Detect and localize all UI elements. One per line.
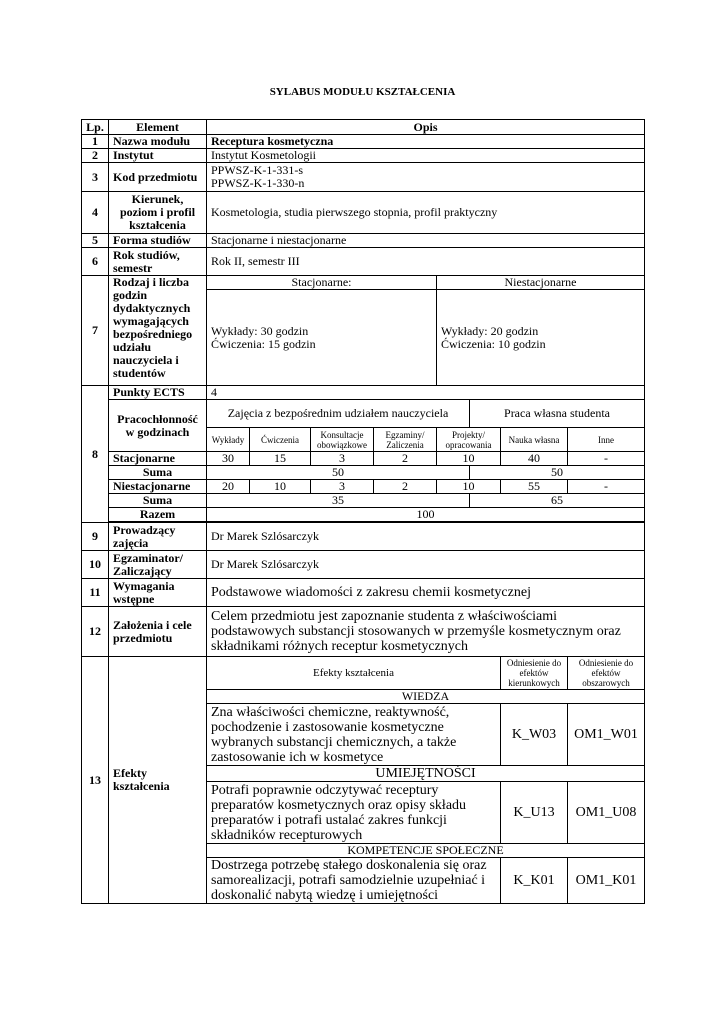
row-lp: 8	[82, 386, 109, 523]
effect-text: Dostrzega potrzebę stałego doskonalenia się oraz samorealizacji, potrafi samodzielnie uzupełniać i doskonalić nabytą wiedzę i umiejętności	[207, 858, 501, 904]
stac-suma2: 50	[470, 466, 645, 480]
ects-label: Punkty ECTS	[109, 386, 207, 400]
niestac-val: 3	[311, 480, 374, 494]
niestac-hours: Wykłady: 20 godzin Ćwiczenia: 10 godzin	[437, 290, 645, 386]
row-value: Instytut Kosmetologii	[207, 149, 645, 163]
row-lp: 1	[82, 135, 109, 149]
stac-suma1: 50	[207, 466, 470, 480]
document-title: SYLABUS MODUŁU KSZTAŁCENIA	[269, 86, 456, 98]
syllabus-table	[81, 119, 645, 904]
row-value: Celem przedmiotu jest zapoznanie studenta z właściwościami podstawowych substancji stosowanych w przemyśle kosmetycznym oraz składnikami różnych receptur kosmetycznych	[207, 607, 645, 657]
stac-hours: Wykłady: 30 godzin Ćwiczenia: 15 godzin	[207, 290, 437, 386]
niestac-suma1: 35	[207, 494, 470, 508]
stac-val: 2	[374, 452, 437, 466]
stac-val: 10	[437, 452, 501, 466]
niestac-suma2: 65	[470, 494, 645, 508]
effect-kierunkowy: K_W03	[501, 704, 568, 766]
effect-text: Zna właściwości chemiczne, reaktywność, pochodzenie i zastosowanie kosmetyczne wybranych substancji chemicznych, a także zastosowanie ich w kosmetyce	[207, 704, 501, 766]
suma-label: Suma	[109, 466, 207, 480]
stac-head: Stacjonarne:	[207, 276, 437, 290]
row-label: Prowadzący zajęcia	[109, 523, 207, 551]
razem-label: Razem	[109, 508, 207, 522]
row-value: Kosmetologia, studia pierwszego stopnia, profil praktyczny	[207, 192, 645, 234]
col-head: Nauka własna	[501, 428, 568, 452]
row-value: PPWSZ-K-1-331-s PPWSZ-K-1-330-n	[207, 163, 645, 192]
row-lp: 5	[82, 234, 109, 248]
niestac-head: Niestacjonarne	[437, 276, 645, 290]
row-value: Rok II, semestr III	[207, 248, 645, 276]
praca-head: Praca własna studenta	[470, 400, 645, 428]
row-label: Instytut	[109, 149, 207, 163]
col-head: Wykłady	[207, 428, 250, 452]
row-value: Stacjonarne i niestacjonarne	[207, 234, 645, 248]
row-label: Kod przedmiotu	[109, 163, 207, 192]
section-wiedza: WIEDZA	[207, 690, 645, 704]
odniesienie-kierunkowe-head: Odniesienie do efektów kierunkowych	[501, 657, 568, 690]
row-label: Egzaminator/ Zaliczający	[109, 551, 207, 579]
header-opis: Opis	[207, 120, 645, 135]
header-element: Element	[109, 120, 207, 135]
row-lp: 12	[82, 607, 109, 657]
col-head: Ćwiczenia	[250, 428, 311, 452]
stac-val: 3	[311, 452, 374, 466]
row-label: Nazwa modułu	[109, 135, 207, 149]
row-lp: 9	[82, 523, 109, 551]
niestac-val: 20	[207, 480, 250, 494]
stac-label: Stacjonarne	[109, 452, 207, 466]
effect-obszarowy: OM1_U08	[568, 782, 645, 844]
row-label: Kierunek, poziom i profil kształcenia	[109, 192, 207, 234]
row-label: Efekty kształcenia	[109, 657, 207, 904]
row-label: Założenia i cele przedmiotu	[109, 607, 207, 657]
row-label: Rok studiów, semestr	[109, 248, 207, 276]
effect-obszarowy: OM1_K01	[568, 858, 645, 904]
section-kompetencje: KOMPETENCJE SPOŁECZNE	[207, 844, 645, 858]
section-umiejetnosci: UMIEJĘTNOŚCI	[207, 766, 645, 782]
col-head: Projekty/ opracowania	[437, 428, 501, 452]
row-label: Wymagania wstępne	[109, 579, 207, 607]
niestac-val: 2	[374, 480, 437, 494]
row-lp: 7	[82, 276, 109, 386]
niestac-label: Niestacjonarne	[109, 480, 207, 494]
effect-kierunkowy: K_U13	[501, 782, 568, 844]
row-lp: 6	[82, 248, 109, 276]
suma-label: Suma	[109, 494, 207, 508]
effect-obszarowy: OM1_W01	[568, 704, 645, 766]
effect-kierunkowy: K_K01	[501, 858, 568, 904]
efekty-head: Efekty kształcenia	[207, 657, 501, 690]
niestac-val: 10	[250, 480, 311, 494]
niestac-val: -	[568, 480, 645, 494]
row-lp: 2	[82, 149, 109, 163]
effect-text: Potrafi poprawnie odczytywać receptury preparatów kosmetycznych oraz opisy składu preparatów i potrafi ustalać zakres funkcji składników recepturowych	[207, 782, 501, 844]
niestac-val: 10	[437, 480, 501, 494]
pracochlonnosc-label: Pracochłonność w godzinach	[109, 400, 207, 452]
col-head: Konsultacje obowiązkowe	[311, 428, 374, 452]
zajecia-head: Zajęcia z bezpośrednim udziałem nauczyciela	[207, 400, 470, 428]
stac-val: 40	[501, 452, 568, 466]
row-lp: 3	[82, 163, 109, 192]
stac-val: -	[568, 452, 645, 466]
stac-val: 30	[207, 452, 250, 466]
row-value: Podstawowe wiadomości z zakresu chemii kosmetycznej	[207, 579, 645, 607]
row-lp: 11	[82, 579, 109, 607]
niestac-val: 55	[501, 480, 568, 494]
row-lp: 13	[82, 657, 109, 904]
col-head: Egzaminy/ Zaliczenia	[374, 428, 437, 452]
row-value: Receptura kosmetyczna	[207, 135, 645, 149]
ects-value: 4	[207, 386, 645, 400]
header-lp: Lp.	[82, 120, 109, 135]
row-lp: 4	[82, 192, 109, 234]
row-label: Forma studiów	[109, 234, 207, 248]
col-head: Inne	[568, 428, 645, 452]
razem-value: 100	[207, 508, 645, 522]
row-label: Rodzaj i liczba godzin dydaktycznych wymagających bezpośredniego udziału nauczyciela i studentów	[109, 276, 207, 386]
row-value: Dr Marek Szlósarczyk	[207, 551, 645, 579]
stac-val: 15	[250, 452, 311, 466]
odniesienie-obszarowe-head: Odniesienie do efektów obszarowych	[568, 657, 645, 690]
row-value: Dr Marek Szlósarczyk	[207, 523, 645, 551]
row-lp: 10	[82, 551, 109, 579]
